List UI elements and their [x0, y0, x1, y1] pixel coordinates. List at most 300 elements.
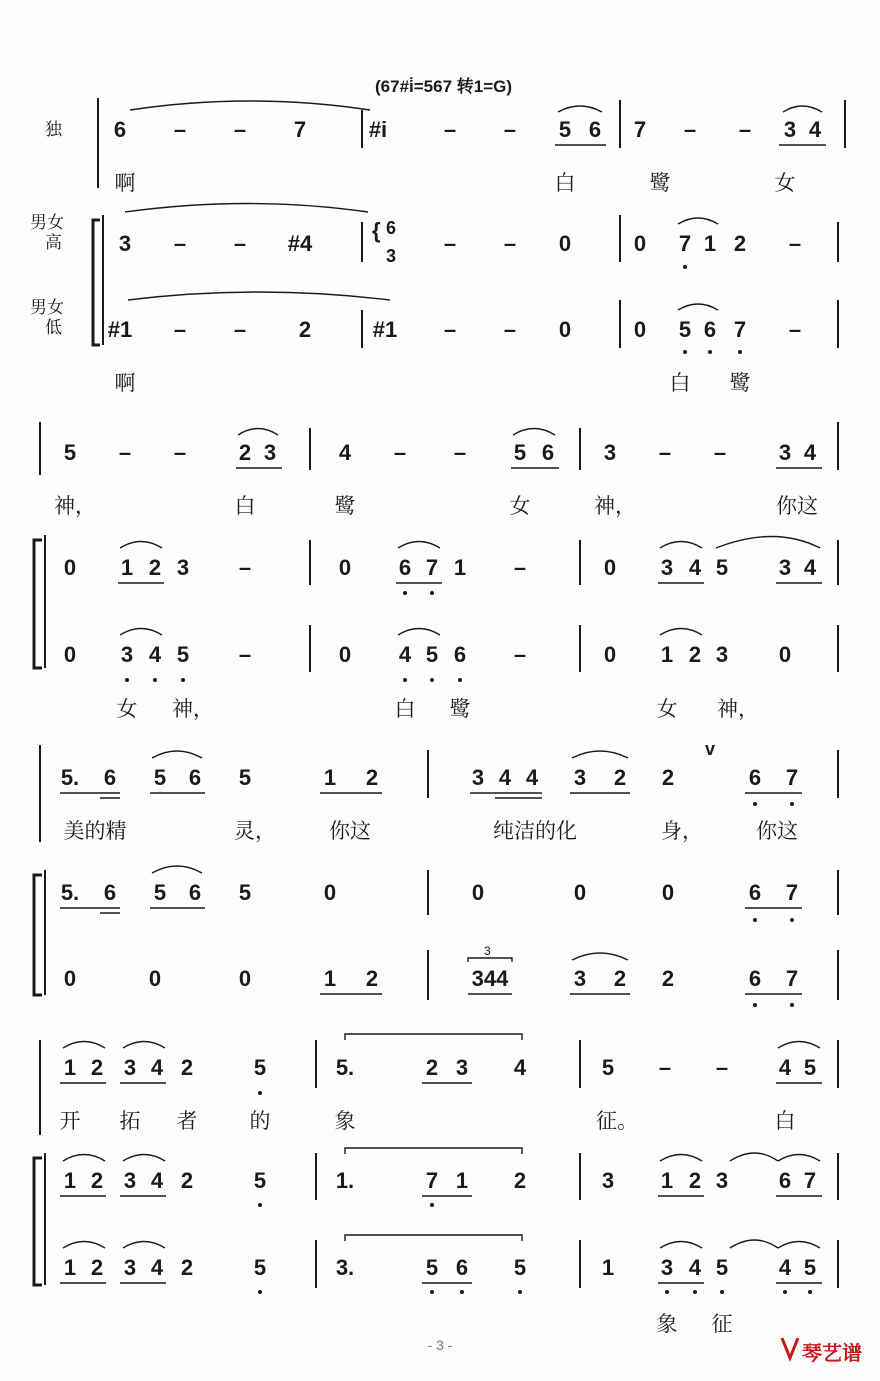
lyric: 鹭: [649, 171, 671, 195]
breath-mark: v: [705, 739, 716, 759]
note: –: [233, 117, 247, 142]
note: 7: [633, 117, 647, 142]
note: 4: [803, 555, 817, 580]
note: 2: [613, 966, 627, 991]
slur: [778, 1042, 820, 1049]
lyric: 纯洁的化: [493, 819, 577, 843]
note: –: [233, 317, 247, 342]
note: 2: [298, 317, 312, 342]
dot: [258, 1290, 262, 1294]
note: 0: [778, 642, 792, 667]
note: 6: [455, 1255, 469, 1280]
note: 6: [588, 117, 602, 142]
lyric: 象: [334, 1109, 356, 1133]
row-notes: [64, 642, 791, 667]
slur: [572, 953, 628, 960]
brace-glyph: {: [372, 218, 381, 243]
note: 5: [238, 880, 252, 905]
choir-bracket: [34, 540, 42, 668]
note: 4: [808, 117, 822, 142]
note: 6: [188, 765, 202, 790]
note: #1: [372, 317, 398, 342]
note: 0: [603, 642, 617, 667]
dot: [181, 678, 185, 682]
dot: [790, 802, 794, 806]
note: –: [118, 440, 132, 465]
row-notes: [64, 1255, 816, 1280]
note: #1: [107, 317, 133, 342]
note: –: [443, 117, 457, 142]
row-notes: [64, 1168, 816, 1193]
slur: [120, 542, 162, 549]
slur: [660, 1242, 702, 1249]
note: 7: [678, 231, 692, 256]
note: 1: [601, 1255, 615, 1280]
dot: [683, 265, 687, 269]
note: 6: [748, 880, 762, 905]
note: –: [233, 231, 247, 256]
note: 1: [63, 1055, 77, 1080]
row-notes: [114, 117, 822, 142]
note: 344: [471, 966, 509, 991]
lyric: 白: [554, 171, 576, 195]
dot: [790, 1003, 794, 1007]
note: 4: [498, 765, 512, 790]
row-lyrics: [115, 371, 751, 395]
lyric: 开: [59, 1109, 81, 1133]
slur: [123, 1042, 165, 1049]
lyric: 白: [394, 697, 416, 721]
slur: [398, 542, 440, 549]
dot: [783, 1290, 787, 1294]
dot: [753, 1003, 757, 1007]
note: 5: [558, 117, 572, 142]
note: 5: [601, 1055, 615, 1080]
note: –: [713, 440, 727, 465]
slur: [123, 1242, 165, 1249]
dot: [708, 350, 712, 354]
note: –: [453, 440, 467, 465]
lyric: 灵，: [234, 819, 276, 843]
triplet-marker: 3: [484, 944, 491, 958]
system-2: [34, 422, 838, 722]
note: 4: [688, 1255, 702, 1280]
note: #4: [287, 231, 313, 256]
lyric: 白: [669, 371, 691, 395]
note: 5: [678, 317, 692, 342]
lyric: 你这: [776, 494, 818, 518]
chord-note-lower: 3: [386, 246, 397, 266]
lyric: 神，: [594, 494, 636, 518]
lyric: 美的精: [63, 819, 127, 843]
dot: [153, 678, 157, 682]
note: 3: [603, 440, 617, 465]
slur: [238, 429, 278, 436]
note: 4: [513, 1055, 527, 1080]
note: 5: [253, 1168, 267, 1193]
note: 7: [733, 317, 747, 342]
row-notes: [61, 765, 798, 790]
slur: [398, 629, 440, 636]
note: 1: [323, 765, 337, 790]
watermark-icon: [782, 1338, 798, 1358]
note: 7: [803, 1168, 817, 1193]
slur: [660, 1155, 702, 1162]
note: 7: [785, 880, 799, 905]
note: 6: [703, 317, 717, 342]
note: 5: [715, 555, 729, 580]
dot: [808, 1290, 812, 1294]
note: 5: [153, 880, 167, 905]
note: 2: [180, 1255, 194, 1280]
note: 3: [715, 1168, 729, 1193]
slur: [678, 304, 718, 310]
note: –: [788, 231, 802, 256]
slur: [730, 1153, 778, 1161]
note: 1: [455, 1168, 469, 1193]
dot: [430, 678, 434, 682]
slur: [123, 1155, 165, 1162]
lyric: 白: [774, 1109, 796, 1133]
note: –: [173, 231, 187, 256]
phrase-bracket: [345, 1235, 522, 1241]
dot: [258, 1203, 262, 1207]
lyric: 的: [249, 1109, 271, 1133]
note: –: [715, 1055, 729, 1080]
lyric: 征。: [596, 1109, 638, 1133]
slur: [513, 429, 555, 436]
note: –: [173, 440, 187, 465]
note: 3: [123, 1255, 137, 1280]
note: 5.: [60, 765, 80, 790]
note: 0: [148, 966, 162, 991]
note: –: [513, 555, 527, 580]
system-1: [93, 98, 845, 395]
slur: [716, 537, 820, 549]
note: 0: [63, 642, 77, 667]
note: 5: [63, 440, 77, 465]
note: –: [238, 555, 252, 580]
slur: [152, 866, 202, 873]
note: –: [503, 317, 517, 342]
part-label-high-a: 男女: [30, 213, 64, 233]
note: 1: [63, 1168, 77, 1193]
slur: [783, 106, 822, 112]
lyric: 拓: [119, 1109, 141, 1133]
dot: [460, 1290, 464, 1294]
dot: [403, 591, 407, 595]
row-lyrics: [60, 1109, 796, 1133]
dot: [753, 802, 757, 806]
note: 4: [778, 1055, 792, 1080]
row-lyrics: [54, 494, 818, 519]
note: 1: [453, 555, 467, 580]
row-notes: [64, 966, 798, 991]
note: 2: [180, 1168, 194, 1193]
note: –: [443, 317, 457, 342]
key-change-annotation: (67#i̇=567 转1=G): [375, 77, 513, 96]
note: 5: [513, 440, 527, 465]
note: 2: [733, 231, 747, 256]
lyric: 女: [656, 697, 678, 721]
watermark-logo: [782, 1338, 862, 1365]
note: 7: [785, 765, 799, 790]
system-3: [34, 739, 838, 1007]
note: 4: [398, 642, 412, 667]
row-lyrics: [64, 819, 799, 844]
lyric: 者: [176, 1109, 198, 1133]
note: 6: [778, 1168, 792, 1193]
slur: [678, 218, 718, 224]
note: 4: [150, 1255, 164, 1280]
note: 3: [715, 642, 729, 667]
dot: [403, 678, 407, 682]
note: –: [738, 117, 752, 142]
dot: [693, 1290, 697, 1294]
note: 5: [176, 642, 190, 667]
lyric: 你这: [329, 819, 371, 843]
note: 3: [118, 231, 132, 256]
note: 6: [453, 642, 467, 667]
slur: [128, 292, 390, 300]
dot: [738, 350, 742, 354]
note: 0: [633, 231, 647, 256]
note: 7: [293, 117, 307, 142]
note: 7: [785, 966, 799, 991]
watermark-text: 琴艺谱: [802, 1341, 862, 1365]
slur: [63, 1155, 105, 1162]
note: 4: [778, 1255, 792, 1280]
note: 4: [150, 1168, 164, 1193]
note: –: [393, 440, 407, 465]
note: –: [238, 642, 252, 667]
note: 1: [660, 642, 674, 667]
row-notes: [61, 880, 798, 905]
dot: [125, 678, 129, 682]
note: 2: [425, 1055, 439, 1080]
row-lyrics: [115, 171, 796, 195]
note: 5.: [60, 880, 80, 905]
slur: [63, 1042, 105, 1049]
note: –: [173, 117, 187, 142]
note: 5: [513, 1255, 527, 1280]
slur: [130, 101, 370, 110]
lyric: 鹭: [334, 494, 356, 518]
dot: [430, 1203, 434, 1207]
note: 3: [573, 966, 587, 991]
lyric: 神，: [172, 697, 214, 721]
note: 3: [120, 642, 134, 667]
note: 5: [238, 765, 252, 790]
dot: [430, 591, 434, 595]
lyric: 鹭: [729, 371, 751, 395]
note: 5: [153, 765, 167, 790]
lyric: 啊: [114, 371, 136, 395]
note: –: [513, 642, 527, 667]
note: 6: [748, 966, 762, 991]
slur: [572, 751, 628, 758]
note: 4: [525, 765, 539, 790]
slur: [778, 1242, 820, 1249]
note: 5: [425, 1255, 439, 1280]
lyric: 鹭: [449, 697, 471, 721]
note: 4: [803, 440, 817, 465]
note: 6: [103, 880, 117, 905]
note: 3: [123, 1055, 137, 1080]
note: 3: [573, 765, 587, 790]
note: 3: [263, 440, 277, 465]
note: 3: [778, 555, 792, 580]
note: 2: [90, 1255, 104, 1280]
note: 0: [558, 231, 572, 256]
choir-bracket: [34, 1158, 42, 1285]
note: 3: [783, 117, 797, 142]
note: 5.: [335, 1055, 355, 1080]
lyric: 啊: [114, 171, 136, 195]
note: 6: [541, 440, 555, 465]
note: 7: [425, 1168, 439, 1193]
note: 2: [90, 1055, 104, 1080]
part-label-low-a: 男女: [30, 298, 64, 318]
note: 6: [103, 765, 117, 790]
lyric: 白: [234, 494, 256, 518]
note: 6: [398, 555, 412, 580]
phrase-bracket: [345, 1148, 522, 1154]
note: 2: [365, 966, 379, 991]
note: 0: [338, 642, 352, 667]
slur: [730, 1240, 778, 1248]
lyric: 女: [116, 697, 138, 721]
part-label-high-b: 高: [45, 233, 62, 253]
lyric: 女: [774, 171, 796, 195]
note: –: [173, 317, 187, 342]
row-notes: [119, 231, 801, 256]
note: 5: [253, 1255, 267, 1280]
note: 2: [365, 765, 379, 790]
choir-bracket: [93, 220, 100, 345]
chord-note-upper: 6: [386, 218, 397, 238]
note: 0: [471, 880, 485, 905]
note: 1: [323, 966, 337, 991]
note: 0: [63, 555, 77, 580]
note: 5: [253, 1055, 267, 1080]
slur: [120, 629, 162, 636]
row-notes: [64, 1055, 816, 1080]
slur: [778, 1155, 820, 1162]
note: 3: [176, 555, 190, 580]
lyric: 象: [656, 1312, 678, 1336]
slur: [660, 542, 702, 549]
note: 3: [471, 765, 485, 790]
slur: [63, 1242, 105, 1249]
note: 2: [90, 1168, 104, 1193]
note: 2: [661, 765, 675, 790]
triplet-bracket: [468, 958, 512, 962]
note: 2: [688, 642, 702, 667]
lyric: 神，: [54, 494, 96, 518]
lyric: 你这: [756, 819, 798, 843]
slur: [152, 751, 202, 758]
note: 3: [455, 1055, 469, 1080]
note: 0: [238, 966, 252, 991]
part-label-low-b: 低: [45, 318, 62, 338]
note: 1: [63, 1255, 77, 1280]
note: 4: [150, 1055, 164, 1080]
row-notes: [64, 555, 817, 580]
note: 3: [660, 1255, 674, 1280]
note: 4: [338, 440, 352, 465]
note: 3: [778, 440, 792, 465]
dot: [430, 1290, 434, 1294]
note: 6: [188, 880, 202, 905]
row-notes: [108, 317, 801, 342]
note: 3: [660, 555, 674, 580]
note: 1: [660, 1168, 674, 1193]
note: –: [658, 1055, 672, 1080]
system-4: [34, 1034, 838, 1336]
note: –: [503, 117, 517, 142]
note: 5: [803, 1255, 817, 1280]
note: 0: [573, 880, 587, 905]
dot: [258, 1091, 262, 1095]
note: –: [788, 317, 802, 342]
slur: [125, 204, 368, 213]
lyric: 女: [509, 494, 531, 518]
note: 2: [613, 765, 627, 790]
dot: [518, 1290, 522, 1294]
choir-bracket: [34, 875, 42, 995]
note: 0: [633, 317, 647, 342]
note: 5: [425, 642, 439, 667]
dot: [665, 1290, 669, 1294]
note: 5: [803, 1055, 817, 1080]
dot: [720, 1290, 724, 1294]
row-notes: [64, 440, 817, 465]
part-label-solo: 独: [45, 120, 62, 140]
note: 3.: [335, 1255, 355, 1280]
note: 1: [120, 555, 134, 580]
note: –: [658, 440, 672, 465]
note: 1: [703, 231, 717, 256]
dot: [753, 918, 757, 922]
row-lyrics: [117, 697, 760, 722]
page-number: - 3 -: [427, 1337, 453, 1353]
note: 3: [123, 1168, 137, 1193]
note: 2: [148, 555, 162, 580]
row-lyrics: [657, 1312, 733, 1336]
note: 2: [180, 1055, 194, 1080]
note: –: [683, 117, 697, 142]
phrase-bracket: [345, 1034, 522, 1040]
note: 5: [715, 1255, 729, 1280]
note: #i: [368, 117, 388, 142]
note: 4: [688, 555, 702, 580]
dot: [683, 350, 687, 354]
note: 0: [323, 880, 337, 905]
note: 0: [558, 317, 572, 342]
lyric: 神，: [717, 697, 759, 721]
note: –: [443, 231, 457, 256]
note: 7: [425, 555, 439, 580]
note: 1.: [335, 1168, 355, 1193]
note: 0: [63, 966, 77, 991]
dot: [790, 918, 794, 922]
note: 6: [113, 117, 127, 142]
note: 3: [601, 1168, 615, 1193]
note: 0: [603, 555, 617, 580]
note: 2: [661, 966, 675, 991]
dot: [458, 678, 462, 682]
